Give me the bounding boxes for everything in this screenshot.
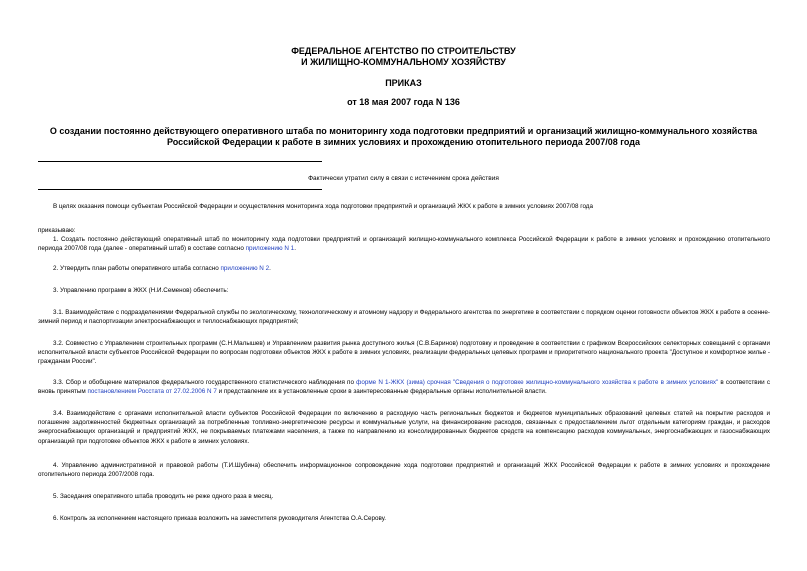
item-3-1: 3.1. Взаимодействие с подразделениями Федеральной службы по экологическому, технологическому и атомному надзору и Федерального агентства по энергетике в соответствии с порядком оценки готовности объектов ЖКХ к работе в осенне-зимний период и паспортизации электроснабжающих и теплоснабжающих предприятий; xyxy=(38,309,770,326)
item-1 xyxy=(38,235,770,253)
separator-rule-bottom xyxy=(38,189,322,190)
separator-rule-top xyxy=(38,161,322,162)
rosstat-resolution-link[interactable]: постановлением Росстата от 27.02.2006 N 7 xyxy=(87,388,217,396)
item-1-end: . xyxy=(294,245,296,253)
item-2 xyxy=(38,264,770,273)
agency-name-line2: И ЖИЛИЩНО-КОММУНАЛЬНОМУ ХОЗЯЙСТВУ xyxy=(301,57,506,67)
item-5: 5. Заседания оперативного штаба проводить не реже одного раза в месяц. xyxy=(53,493,274,500)
form-1-zhkh-link[interactable]: форме N 1-ЖКХ (зима) срочная "Сведения о подготовке жилищно-коммунального хозяйства к работе в зимних условиях" xyxy=(356,379,719,386)
item-1-text: 1. Создать постоянно действующий оперативный штаб по мониторингу хода подготовки предприятий и организаций жилищно-коммунального комплекса Российской Федерации к работе в зимних условиях и прохождению отопительного периода 2007/08 года (далее - оперативный штаб) в составе согласно xyxy=(38,236,770,253)
item-3-3-text-c: и представление их в установленные сроки в заинтересованные федеральные органы исполнительной власти. xyxy=(216,388,547,396)
appendix-2-link[interactable]: приложению N 2 xyxy=(220,265,270,272)
document-type: ПРИКАЗ xyxy=(385,78,422,88)
item-2-end: . xyxy=(269,265,271,272)
item-3-4: 3.4. Взаимодействие с органами исполнительной власти субъектов Российской Федерации по включению в расходную часть региональных бюджетов и бюджетов муниципальных образований целевых статей на покрытие расходов и погашение задолженностей бюджетных организаций за потребленные топливно-энергетические ресурсы и коммунальные услуги, на финансирование расходов, связанных с предоставлением льгот отдельным категориям граждан, и расходов энергоснабжающих организаций и предприятий ЖКХ, не покрываемых платежами населения, а также по направлению из консолидированных бюджетов средств на компенсацию расходов коммунальных, энергоснабжающих и газоснабжающих организаций при подготовке объектов ЖКХ к работе в зимних условиях. xyxy=(38,410,770,445)
document-title-line2: Российской Федерации к работе в зимних условиях и прохождению отопительного периода 2007/08 года xyxy=(166,137,641,147)
appendix-1-link[interactable]: приложению N 1 xyxy=(245,245,295,253)
item-4: 4. Управлению административной и правовой работы (Т.И.Шубина) обеспечить информационное сопровождение хода подготовки предприятий и организаций ЖКХ Российской Федерации к работе в зимних условиях и прохождение отопительного периода 2007/2008 года. xyxy=(38,462,770,479)
item-3-3-text-a: 3.3. Сбор и обобщение материалов федерального государственного статистического наблюдения по xyxy=(53,379,357,386)
item-3-2: 3.2. Совместно с Управлением строительных программ (С.Н.Малышев) и Управлением развития рынка доступного жилья (С.В.Баринов) подготовку и проведение в соответствии с графиком Всероссийских селекторных совещаний с органами исполнительной власти субъектов Российской Федерации по вопросам подготовки объектов ЖКХ к работе в зимних условиях, реализации федеральных целевых программ и приоритетного национального проекта "Доступное и комфортное жилье - гражданам России". xyxy=(38,340,770,366)
item-2-text: 2. Утвердить план работы оперативного штаба согласно xyxy=(53,265,221,272)
item-3-3 xyxy=(38,378,770,396)
preamble: В целях оказания помощи субъектам Российской Федерации и осуществления мониторинга хода подготовки предприятий и организаций ЖКХ к работе в зимних условиях 2007/08 года xyxy=(53,203,593,210)
item-3-3-text-b: в соответствии с вновь принятым xyxy=(38,379,770,396)
agency-name-line1: ФЕДЕРАЛЬНОЕ АГЕНТСТВО ПО СТРОИТЕЛЬСТВУ xyxy=(291,46,516,56)
item-6: 6. Контроль за исполнением настоящего приказа возложить на заместителя руководителя Агентства О.А.Серову. xyxy=(53,515,386,522)
order-word: приказываю: xyxy=(38,227,76,234)
item-3: 3. Управлению программ в ЖКХ (Н.И.Семенов) обеспечить: xyxy=(53,287,229,294)
status-note: Фактически утратил силу в связи с истечением срока действия xyxy=(308,175,499,182)
document-date-number: от 18 мая 2007 года N 136 xyxy=(347,97,460,107)
document-title-line1: О создании постоянно действующего оперативного штаба по мониторингу хода подготовки предприятий и организаций жилищно-коммунального хозяйства xyxy=(49,126,758,136)
